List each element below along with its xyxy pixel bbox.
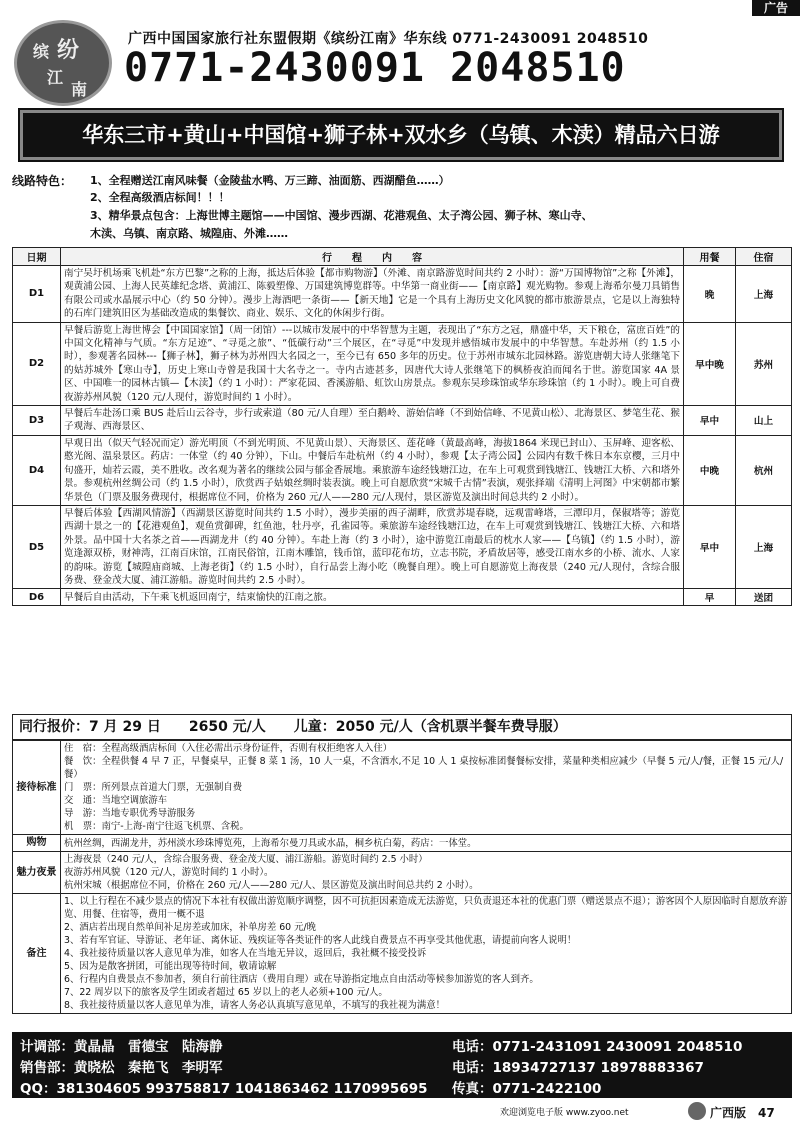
- note-line: 2、酒店若出现自然单间补足房差或加床，补单房差 60 元/晚: [64, 922, 317, 933]
- day-description: 早观日出（似天气轻况而定）游光明顶（不到光明顶、不见黄山景）、天海景区、莲花峰（黄最高峰，海拔1864 米现已封山）、玉屏峰、迎客松、憨光阁、温泉景区。药店：一体堂（约 40 分钟），下山。中餐后车赴杭州（约 4 小时），参观【太子湾公园】公园内有数千株日本东京樱，三月中旬盛开，灿若云霞，美不胜收。改名观为著名的继续公园与郁金香展地。乘旅游车途经钱塘江边，在车上可观赏到钱塘江、钱塘江大桥、六和塔外景。参观杭州丝绸公司（约 1.5 小时），欣赏西子姑娘丝绸时装表演。晚上可自愿欣赏“宋城千古情”表演，观张择端《清明上河图》中宋朝都市繁华景色（门票及服务费现付，根据席位不同，价格为 260 元/人——280 元/人现付，景区游览及演出时间总共约 2 小时）。: [61, 435, 684, 505]
- itinerary-table: [12, 247, 792, 606]
- note-line: 4、我社接待质量以客人意见单为准，如客人在当地无异议，返回后，我社概不接受投诉: [64, 948, 427, 959]
- note-line: 6、行程内自费景点不参加者，须自行前往酒店（费用自理）或在导游指定地点自由活动等候参加游览的客人到齐。: [64, 974, 539, 985]
- service-line: 交 通：当地空调旅游车: [64, 795, 168, 806]
- day-description: 早餐后车赴汤口乘 BUS 赴后山云谷寺，步行或索道（80 元/人自理）至白鹅岭、游始信峰（不到始信峰、不见黄山松）、北海景区、梦笔生花、猴子观海、西海景区、: [61, 406, 684, 436]
- night-line: 上海夜景（240 元/人，含综合服务费、登金茂大厦、浦江游船。游览时间约 2.5 小时）: [64, 854, 428, 865]
- night-content: [61, 852, 792, 894]
- info-row-shopping: [13, 835, 792, 852]
- page-number: 47: [758, 1106, 775, 1120]
- ad-tag: 广告: [752, 0, 800, 16]
- qq-numbers: QQ：381304605 993758817 1041863462 1170995695: [20, 1081, 428, 1097]
- day-stay: 杭州: [736, 435, 792, 505]
- header-phone: 0771-2430091 2048510: [124, 45, 626, 91]
- night-line: 夜游苏州风貌（120 元/人，游览时间约 1 小时）。: [64, 867, 274, 878]
- info-row-night: [13, 852, 792, 894]
- features-label: 线路特色：: [12, 174, 73, 188]
- itinerary-row: [13, 589, 792, 606]
- notes-label: 备注: [13, 894, 61, 1014]
- service-line: 机 票：南宁-上海-南宁往返飞机票、含税。: [64, 821, 249, 832]
- day-description: 早餐后游览上海世博会【中国国家馆】（周一闭馆）---以城市发展中的中华智慧为主题，表现出了“东方之冠，鼎盛中华，天下粮仓，富庶百姓”的中国文化精神与气质。“东方足迹”、“寻觅之旅”、“低碳行动”三个展区，在“寻觅”中发现并感悟城市发展中的中华智慧。车赴苏州（约 1.5 小时），参观著名园林---【狮子林】，狮子林为苏州四大名园之一，至今已有 650 多年的历史。位于苏州市城东北园林路。游览唐朝大诗人张继笔下的姑苏城外【寒山寺】，历史上寒山寺曾是我国十大名寺之一。寺内古迹甚多，因唐代大诗人张继笔下的枫桥夜泊而闻名于世。游览国家 4A 景区、中国唯一的园林古镇—【木渎】（约 1 小时）：严家花园、香溪游船、虹饮山房景点。参观东吴珍珠馆或华东珍珠馆（约 1 小时）。晚上可自费夜游苏州风貌（120 元/人现付，游览时间约 1 小时）。: [61, 322, 684, 405]
- info-row-notes: [13, 894, 792, 1014]
- itinerary-row: [13, 322, 792, 405]
- service-line: 住 宿：全程高级酒店标间（入住必需出示身份证件，否则有权拒绝客人入住）: [64, 743, 393, 754]
- note-line: 8、我社接待质量以客人意见单为准，请客人务必认真填写意见单，不填写的我社视为满意！: [64, 1000, 445, 1011]
- logo-char-2: 纷: [57, 38, 80, 63]
- info-row-service: [13, 741, 792, 835]
- day-label: D3: [13, 406, 61, 436]
- day-meals: 中晚: [684, 435, 736, 505]
- footer-site: 欢迎浏览电子版 www.zyoo.net: [500, 1108, 629, 1118]
- service-content: [61, 741, 792, 835]
- feature-line: 3、精华景点包含：上海世博主题馆——中国馆、漫步西湖、花港观鱼、太子湾公园、狮子林、寒山寺、: [90, 209, 593, 222]
- day-meals: 早: [684, 589, 736, 606]
- logo-char-1: 缤: [33, 42, 50, 61]
- service-line: 导 游：当地专职优秀导游服务: [64, 808, 196, 819]
- contact-bar: [12, 1032, 792, 1098]
- service-label: 接待标准: [13, 741, 61, 835]
- day-description: 早餐后自由活动，下午乘飞机返回南宁，结束愉快的江南之旅。: [61, 589, 684, 606]
- itinerary-row: [13, 435, 792, 505]
- notes-content: [61, 894, 792, 1014]
- price-quote: 同行报价：7 月 29 日 2650 元/人 儿童：2050 元/人（含机票半餐车费导服）: [12, 714, 792, 740]
- night-label: 魅力夜景: [13, 852, 61, 894]
- day-description: 早餐后体验【西湖风情游】（西湖景区游览时间共约 1.5 小时），漫步美丽的西子湖畔，欣赏苏堤春晓，远观雷峰塔，三潭印月，保俶塔等；游览西湖十景之一的【花港观鱼】，观鱼赏御碑，红鱼池，牡丹亭，孔雀园等。乘旅游车途经钱塘江边，在车上可观赏到钱塘江、钱塘江大桥、六和塔外景。品中国十大名茶之首——西湖龙井（约 40 分钟）。车赴上海（约 3 小时），途中游览江南最后的枕水人家——【乌镇】（约 1.5 小时），游览逢源双桥，财神湾，江南百床馆，江南民俗馆，江南木雕馆，钱币馆，蓝印花布坊，立志书院，矛盾故居等，感受江南水乡的小桥、流水、人家的韵味。游览【城隍庙商城、上海老街】（约 1.5 小时），自行品尝上海小吃（晚餐自理）。晚上可自愿游览上海夜景（240 元/人现付，含综合服务费、登金茂大厦、浦江游船。游览时间共约 2.5 小时）。: [61, 505, 684, 588]
- note-line: 1、以上行程在不减少景点的情况下本社有权做出游览顺序调整，因不可抗拒因素造成无法游览，只负责退还本社的优惠门票（赠送景点不退）；游客因个人原因临时自愿放弃游览、用餐、住宿等，费用一概不退: [64, 896, 788, 920]
- itinerary-row: [13, 406, 792, 436]
- col-date: 日期: [13, 248, 61, 266]
- day-stay: 上海: [736, 266, 792, 323]
- brand-emblem-icon: [688, 1102, 706, 1120]
- day-label: D5: [13, 505, 61, 588]
- day-meals: 早中晚: [684, 322, 736, 405]
- day-meals: 早中: [684, 505, 736, 588]
- logo-char-4: 南: [71, 80, 88, 99]
- info-table: [12, 740, 792, 1014]
- day-label: D2: [13, 322, 61, 405]
- day-description: 南宁吴圩机场乘飞机赴“东方巴黎”之称的上海，抵达后体验【都市购物游】（外滩、南京路游览时间共约 2 小时）：游“万国博物馆”之称【外滩】，观黄浦公园、上海人民英雄纪念塔、黄浦江、陈毅塑像、万国建筑博览群等。中华第一商业街——【南京路】观光购物。参观上海希尔曼刀具销售有限公司或水晶展示中心（约 50 分钟）。漫步上海酒吧一条街——【新天地】它是一个具有上海历史文化风貌的都市旅游景点，它是以上海独特的石库门建筑旧区为基础改造成的集餐饮、商业、娱乐、文化的休闲步行街。: [61, 266, 684, 323]
- fax-number: 传真：0771-2422100: [452, 1081, 602, 1097]
- shopping-label: 购物: [13, 835, 61, 852]
- note-line: 5、因为是散客拼团，可能出现等待时间，敬请谅解: [64, 961, 277, 972]
- day-label: D4: [13, 435, 61, 505]
- feature-line: 1、全程赠送江南风味餐（金陵盐水鸭、万三蹄、油面筋、西湖醋鱼……）: [90, 174, 450, 187]
- itinerary-row: [13, 266, 792, 323]
- night-line: 杭州宋城（根据席位不同，价格在 260 元/人——280 元/人、景区游览及演出时间总共约 2 小时）。: [64, 880, 479, 891]
- day-label: D1: [13, 266, 61, 323]
- logo-char-3: 江: [47, 68, 64, 87]
- sales-phone: 电话：18934727137 18978883367: [452, 1060, 704, 1076]
- planning-phone: 电话：0771-2431091 2430091 2048510: [452, 1039, 743, 1055]
- day-stay: 山上: [736, 406, 792, 436]
- itinerary-row: [13, 505, 792, 588]
- col-itinerary: 行 程 内 容: [61, 248, 684, 266]
- planning-dept: 计调部：黄晶晶 雷德宝 陆海静: [20, 1039, 223, 1055]
- shopping-content: 杭州丝绸，西湖龙井，苏州淡水珍珠博览苑，上海希尔曼刀具或水晶，桐乡杭白菊，药店：一体堂。: [61, 835, 792, 852]
- day-meals: 早中: [684, 406, 736, 436]
- tour-title-banner: 华东三市+黄山+中国馆+狮子林+双水乡（乌镇、木渎）精品六日游: [20, 110, 782, 160]
- feature-line: 2、全程高级酒店标间！！！: [90, 191, 230, 204]
- day-stay: 上海: [736, 505, 792, 588]
- col-stay: 住宿: [736, 248, 792, 266]
- service-line: 餐 饮：全程供餐 4 早 7 正，早餐桌早，正餐 8 菜 1 汤，10 人一桌，不含酒水,不足 10 人 1 桌按标准团餐餐标安排，菜量种类相应减少（早餐 5 元/人/餐，正餐 15 元/人/餐）: [64, 756, 784, 780]
- feature-line: 木渎、乌镇、南京路、城隍庙、外滩……: [90, 227, 288, 240]
- service-line: 门 票：所列景点首道大门票，无强制自费: [64, 782, 243, 793]
- sales-dept: 销售部：黄晓松 秦艳飞 李明军: [20, 1060, 223, 1076]
- col-meal: 用餐: [684, 248, 736, 266]
- itinerary-header-row: [13, 248, 792, 266]
- header-subtitle: 广西中国国家旅行社东盟假期《缤纷江南》华东线 0771-2430091 2048510: [128, 31, 649, 47]
- agency-logo: [14, 20, 112, 106]
- day-stay: 送团: [736, 589, 792, 606]
- day-stay: 苏州: [736, 322, 792, 405]
- note-line: 7、22 周岁以下的旅客及学生团或者超过 65 岁以上的老人必须+100 元/人。: [64, 987, 388, 998]
- day-label: D6: [13, 589, 61, 606]
- day-meals: 晚: [684, 266, 736, 323]
- footer-brand: 广西版: [710, 1106, 747, 1120]
- note-line: 3、若有军官证、导游证、老年证、离休证、残疾证等各类证件的客人此线自费景点不再享受其他优惠，请提前向客人说明！: [64, 935, 577, 946]
